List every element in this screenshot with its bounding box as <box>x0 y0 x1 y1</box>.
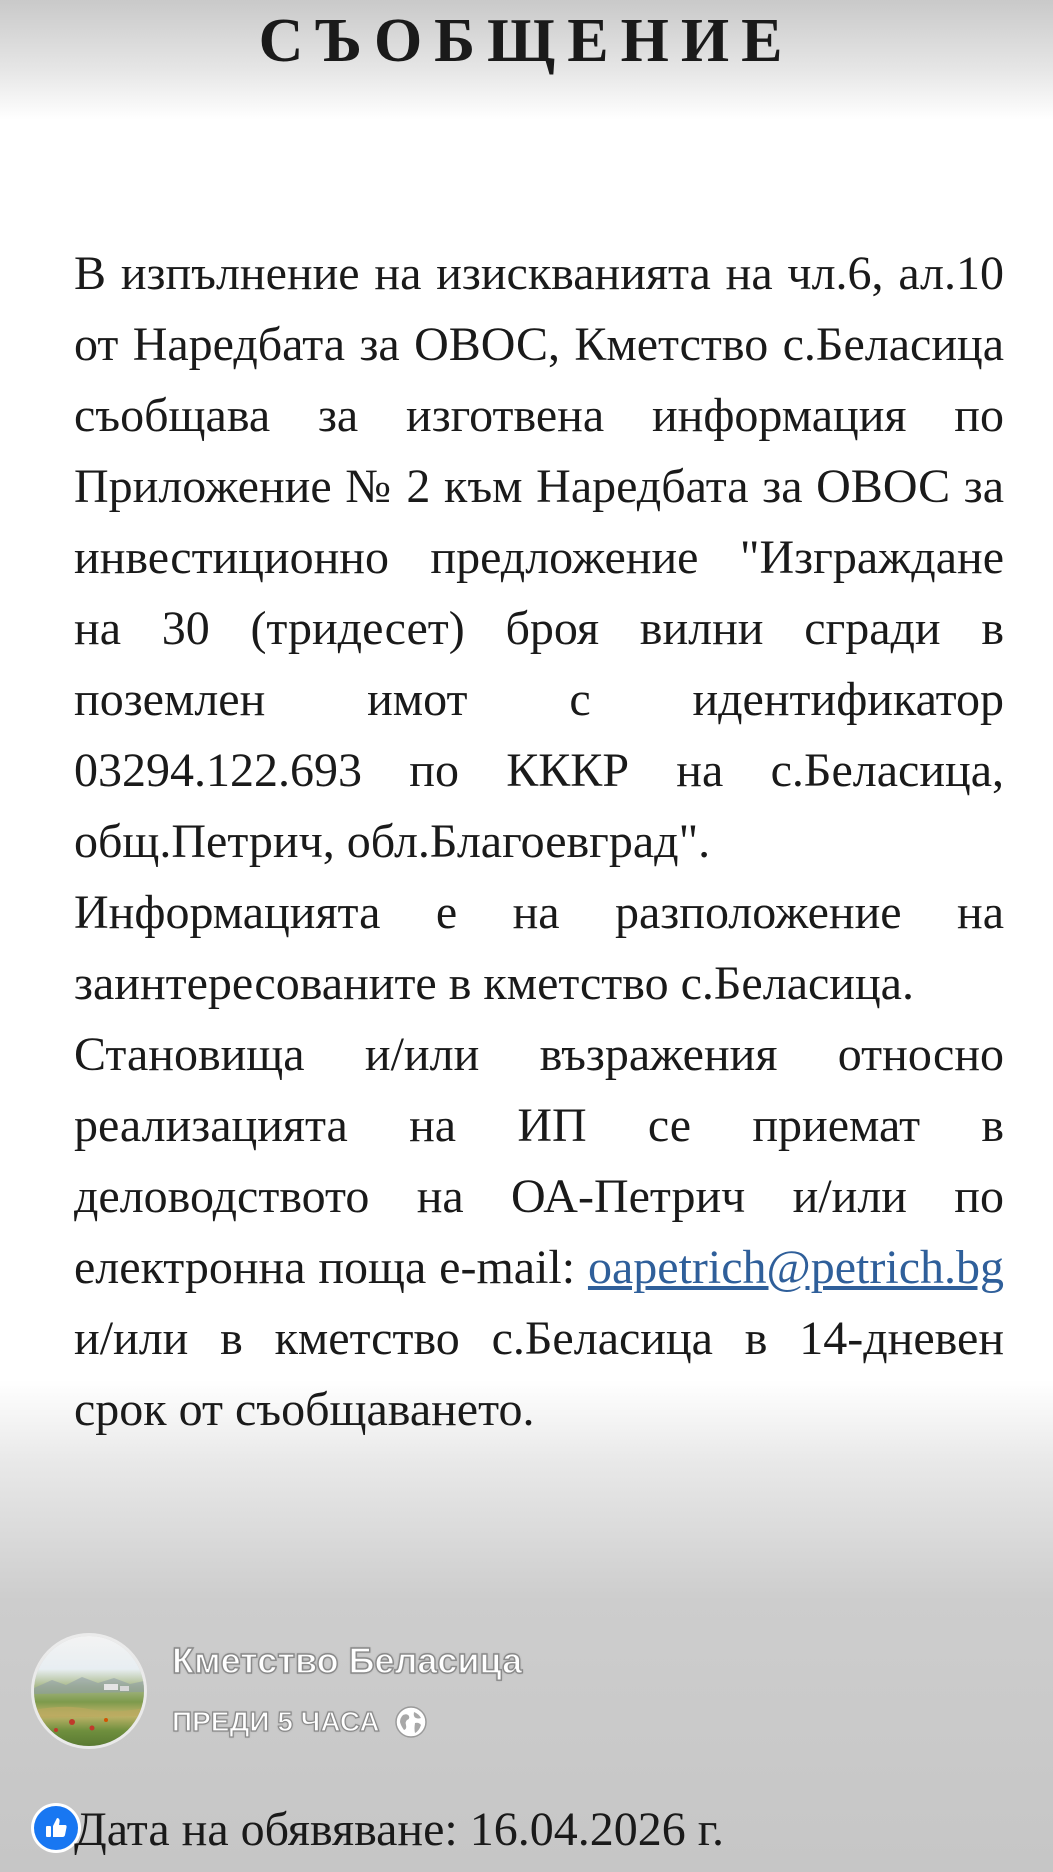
document-body <box>74 238 1004 1445</box>
avatar-landscape-image <box>34 1636 144 1746</box>
announcement-date: Дата на обявяване: 16.04.2026 г. <box>74 1803 725 1856</box>
paragraph-notice: В изпълнение на изискванията на чл.6, ал.10 от Наредбата за ОВОС, Кметство с.Беласица съобщава за изготвена информация по Приложение № 2 към Наредбата за ОВОС за инвестиционно предложение "Изграждане на 30 (тридесет) броя вилни сгради в поземлен имот с идентификатор 03294.122.693 по КККР на с.Беласица, общ.Петрич, обл.Благоевград". <box>74 247 1004 868</box>
paragraph-availability: Информацията е на разположение на заинтересованите в кметство с.Беласица. <box>74 886 1004 1010</box>
post-timestamp[interactable]: ПРЕДИ 5 ЧАСА <box>172 1706 380 1737</box>
globe-icon <box>394 1705 428 1739</box>
post-header <box>34 1636 734 1748</box>
document-title: СЪОБЩЕНИЕ <box>258 7 795 75</box>
post-meta <box>172 1702 428 1742</box>
thumbs-up-icon <box>42 1814 70 1842</box>
objections-text-end: и/или в кметство с.Беласица в 14-дневен срок от съобщаването. <box>74 1312 1004 1436</box>
paragraph-objections <box>74 1019 1004 1445</box>
objections-text: Становища и/или възражения относно реализацията на ИП се приемат в деловодството на ОА-Петрич и/или по електронна поща e-mail: <box>74 1028 1004 1294</box>
page-name[interactable]: Кметство Беласица <box>172 1640 523 1681</box>
page-avatar[interactable] <box>34 1636 144 1746</box>
like-icon[interactable] <box>34 1806 78 1850</box>
email-link[interactable]: oapetrich@petrich.bg <box>587 1241 1004 1294</box>
